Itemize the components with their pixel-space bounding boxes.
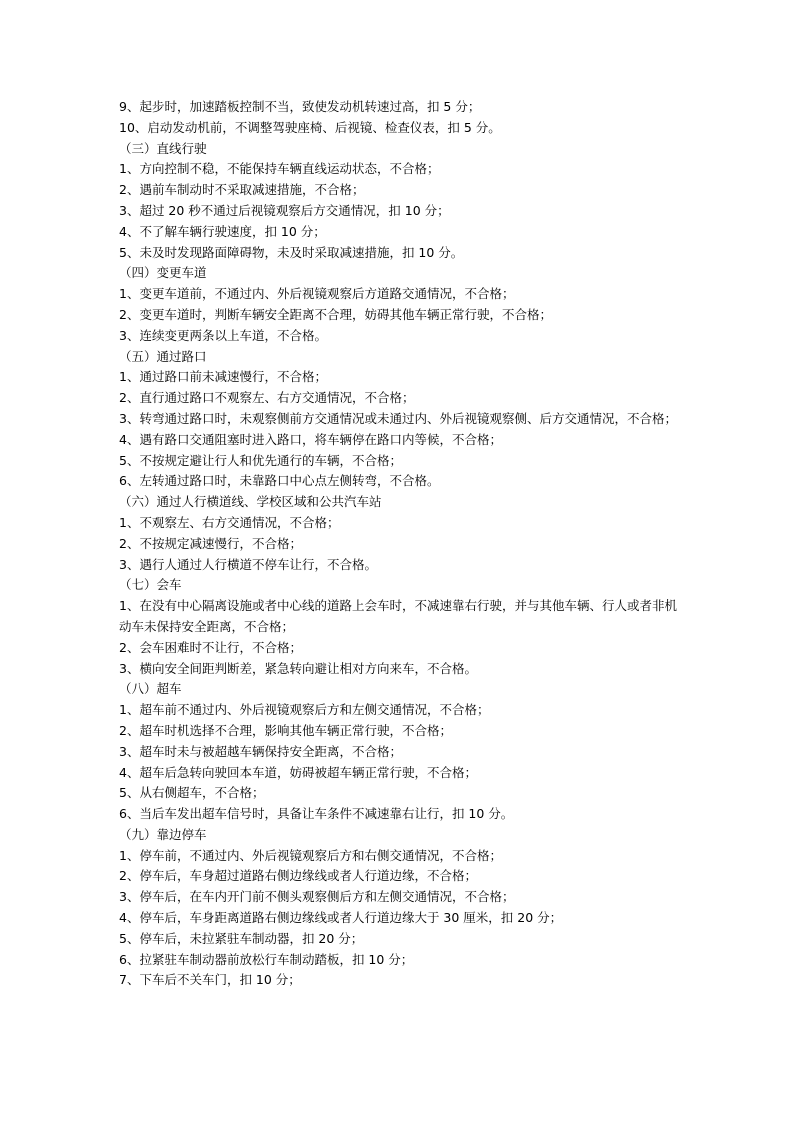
section-heading: （七）会车	[119, 577, 182, 593]
list-item: 3、连续变更两条以上车道，不合格。	[119, 327, 327, 343]
section-heading: （六）通过人行横道线、学校区域和公共汽车站	[119, 494, 382, 510]
section-heading: （八）超车	[119, 681, 182, 697]
list-item: 5、从右侧超车，不合格；	[119, 785, 265, 801]
list-item: 2、遇前车制动时不采取减速措施，不合格；	[119, 182, 365, 198]
list-item: 9、起步时，加速踏板控制不当，致使发动机转速过高，扣 5 分；	[119, 99, 481, 114]
list-item: 3、超车时未与被超越车辆保持安全距离，不合格；	[119, 743, 402, 759]
document-page	[119, 97, 679, 991]
section-heading: （三）直线行驶	[119, 140, 207, 156]
list-item: 3、转弯通过路口时，未观察侧前方交通情况或未通过内、外后视镜观察侧、后方交通情况，不合格；	[119, 410, 677, 426]
list-item: 1、在没有中心隔离设施或者中心线的道路上会车时，不减速靠右行驶，并与其他车辆、行人或者非机动车未保持安全距离，不合格；	[119, 598, 677, 634]
list-item: 7、下车后不关车门，扣 10 分；	[119, 972, 301, 988]
list-item: 3、超过 20 秒不通过后视镜观察后方交通情况，扣 10 分；	[119, 202, 450, 218]
section-heading: （九）靠边停车	[119, 826, 207, 842]
list-item: 1、不观察左、右方交通情况，不合格；	[119, 514, 340, 530]
list-item: 6、左转通过路口时，未靠路口中心点左侧转弯，不合格。	[119, 473, 440, 489]
list-item: 4、停车后，车身距离道路右侧边缘线或者人行道边缘大于 30 厘米，扣 20 分；	[119, 910, 563, 926]
section-heading: （四）变更车道	[119, 265, 207, 281]
list-item: 2、超车时机选择不合理，影响其他车辆正常行驶，不合格；	[119, 722, 452, 738]
list-item: 1、超车前不通过内、外后视镜观察后方和左侧交通情况，不合格；	[119, 702, 490, 718]
section-heading: （五）通过路口	[119, 348, 207, 364]
list-item: 5、未及时发现路面障碍物，未及时采取减速措施，扣 10 分。	[119, 244, 464, 260]
list-item: 10、启动发动机前，不调整驾驶座椅、后视镜、检查仪表，扣 5 分。	[119, 119, 501, 135]
list-item: 1、通过路口前未减速慢行，不合格；	[119, 369, 327, 385]
list-item: 6、当后车发出超车信号时，具备让车条件不减速靠右让行，扣 10 分。	[119, 806, 514, 822]
list-item: 2、会车困难时不让行，不合格；	[119, 639, 302, 655]
list-item: 3、横向安全间距判断差，紧急转向避让相对方向来车，不合格。	[119, 660, 477, 676]
list-item: 4、遇有路口交通阻塞时进入路口，将车辆停在路口内等候，不合格；	[119, 431, 502, 447]
list-item: 1、停车前，不通过内、外后视镜观察后方和右侧交通情况，不合格；	[119, 847, 502, 863]
list-item: 4、超车后急转向驶回本车道，妨碍被超车辆正常行驶，不合格；	[119, 764, 477, 780]
list-item: 3、遇行人通过人行横道不停车让行，不合格。	[119, 556, 377, 572]
list-item: 1、方向控制不稳，不能保持车辆直线运动状态，不合格；	[119, 161, 440, 177]
list-item: 2、不按规定减速慢行，不合格；	[119, 535, 302, 551]
list-item: 5、停车后，未拉紧驻车制动器，扣 20 分；	[119, 930, 364, 946]
list-item: 2、变更车道时，判断车辆安全距离不合理，妨碍其他车辆正常行驶，不合格；	[119, 306, 552, 322]
list-item: 5、不按规定避让行人和优先通行的车辆，不合格；	[119, 452, 402, 468]
list-item: 3、停车后，在车内开门前不侧头观察侧后方和左侧交通情况，不合格；	[119, 889, 515, 905]
list-item: 4、不了解车辆行驶速度，扣 10 分；	[119, 223, 326, 239]
list-item: 1、变更车道前，不通过内、外后视镜观察后方道路交通情况，不合格；	[119, 286, 515, 302]
list-item: 2、停车后，车身超过道路右侧边缘线或者人行道边缘，不合格；	[119, 868, 477, 884]
list-item: 6、拉紧驻车制动器前放松行车制动踏板，扣 10 分；	[119, 951, 414, 967]
list-item: 2、直行通过路口不观察左、右方交通情况，不合格；	[119, 390, 415, 406]
